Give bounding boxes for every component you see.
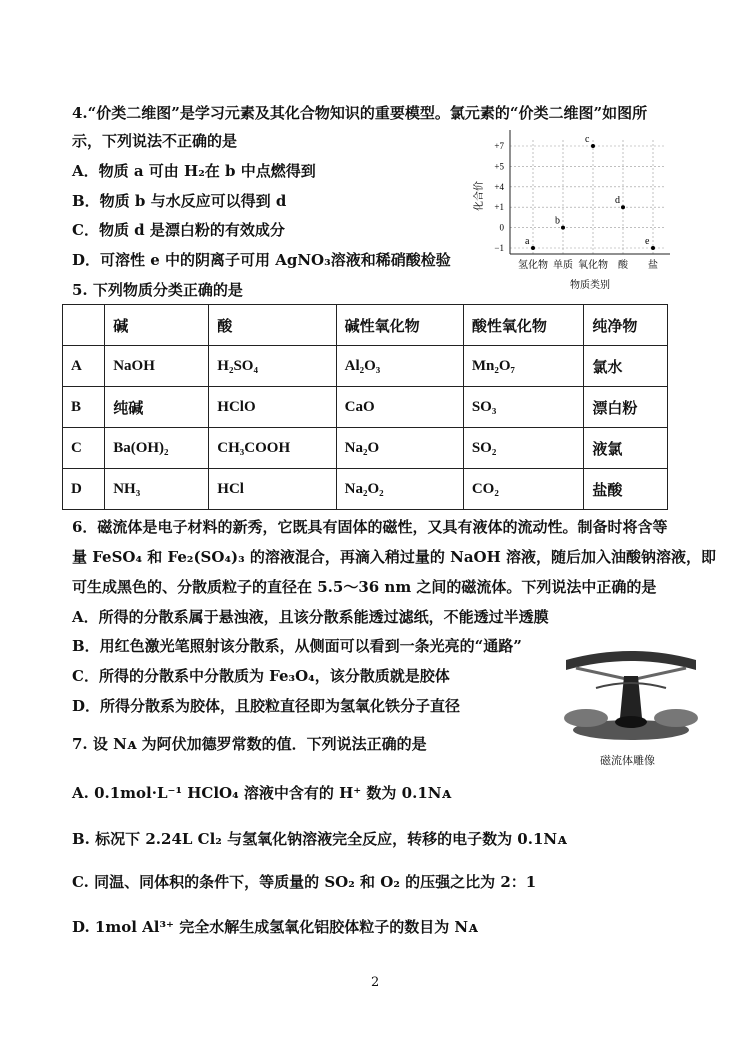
table-cell: SO₃ <box>463 387 584 428</box>
table-cell: 纯碱 <box>105 387 209 428</box>
table-cell: Ba(OH)₂ <box>105 428 209 469</box>
q4-option-a: A．物质 a 可由 H₂在 b 中点燃得到 <box>72 162 316 180</box>
y-tick-label: −1 <box>494 243 504 253</box>
table-header-cell: 酸性氧化物 <box>463 305 584 346</box>
table-cell: HClO <box>209 387 336 428</box>
q6-option-d: D．所得分散系为胶体，且胶粒直径即为氢氧化铁分子直径 <box>72 697 461 715</box>
x-tick-label: 氢化物 <box>518 260 548 271</box>
table-cell: Mn₂O₇ <box>463 346 584 387</box>
table-cell: D <box>63 469 105 510</box>
table-cell: Na₂O₂ <box>336 469 463 510</box>
table-cell: B <box>63 387 105 428</box>
y-tick-label: +7 <box>494 141 504 151</box>
q7-option-d: D. 1mol Al³⁺ 完全水解生成氢氧化铝胶体粒子的数目为 Nᴀ <box>72 918 478 936</box>
chart-y-ticks <box>494 141 504 253</box>
chart-y-label: 化合价 <box>474 181 485 211</box>
valence-class-chart <box>470 126 680 296</box>
table-cell: A <box>63 346 105 387</box>
table-cell: 漂白粉 <box>584 387 668 428</box>
chart-x-label: 物质类别 <box>570 280 610 291</box>
y-tick-label: +1 <box>494 202 504 213</box>
x-tick-label: 酸 <box>618 260 628 271</box>
chart-x-ticks <box>518 258 658 271</box>
table-cell: CaO <box>336 387 463 428</box>
ferrofluid-sculpture-image <box>556 648 706 744</box>
table-header-cell: 酸 <box>209 305 336 346</box>
point-a <box>531 246 535 250</box>
q6-option-b: B．用红色激光笔照射该分散系，从侧面可以看到一条光亮的“通路” <box>72 637 522 655</box>
table-header-cell: 碱 <box>105 305 209 346</box>
table-cell: Na₂O <box>336 428 463 469</box>
table-cell: 盐酸 <box>584 469 668 510</box>
table-header-cell: 碱性氧化物 <box>336 305 463 346</box>
point-label-d: d <box>615 195 620 207</box>
q5-stem: 5. 下列物质分类正确的是 <box>72 281 243 299</box>
table-row <box>63 469 668 510</box>
y-tick-label: +4 <box>494 181 504 192</box>
y-tick-label: +5 <box>494 161 504 172</box>
x-tick-label: 盐 <box>648 260 658 271</box>
classification-table <box>62 304 668 510</box>
point-label-a: a <box>525 236 530 247</box>
point-label-c: c <box>585 134 590 145</box>
table-cell: H₂SO₄ <box>209 346 336 387</box>
q4-option-c: C．物质 d 是漂白粉的有效成分 <box>72 221 285 239</box>
table-cell: SO₂ <box>463 428 584 469</box>
table-header-cell <box>63 305 105 346</box>
q6-option-a: A．所得的分散系属于悬浊液，且该分散系能透过滤纸，不能透过半透膜 <box>72 608 549 626</box>
table-cell: 液氯 <box>584 428 668 469</box>
q4-option-d: D．可溶性 e 中的阴离子可用 AgNO₃溶液和稀硝酸检验 <box>72 251 451 269</box>
point-c <box>591 144 595 148</box>
table-cell: CO₂ <box>463 469 584 510</box>
table-header-row <box>63 305 668 346</box>
table-cell: CH₃COOH <box>209 428 336 469</box>
table-cell: Al₂O₃ <box>336 346 463 387</box>
q4-stem-line2: 示，下列说法不正确的是 <box>72 132 238 150</box>
x-tick-label: 单质 <box>553 260 573 271</box>
point-label-e: e <box>645 236 650 247</box>
table-cell: NaOH <box>105 346 209 387</box>
table-cell: NH₃ <box>105 469 209 510</box>
q4-option-b: B．物质 b 与水反应可以得到 d <box>72 192 287 210</box>
point-e <box>651 246 655 250</box>
q6-option-c: C．所得的分散系中分散质为 Fe₃O₄，该分散质就是胶体 <box>72 667 450 685</box>
sculpture-caption: 磁流体雕像 <box>600 754 655 767</box>
page-number: 2 <box>371 975 380 990</box>
table-row <box>63 346 668 387</box>
chart-points <box>525 134 655 250</box>
table-row <box>63 387 668 428</box>
q7-option-c: C. 同温、同体积的条件下，等质量的 SO₂ 和 O₂ 的压强之比为 2：1 <box>72 873 537 891</box>
table-cell: HCl <box>209 469 336 510</box>
q4-stem-line1: 4.“价类二维图”是学习元素及其化合物知识的重要模型。氯元素的“价类二维图”如图所 <box>72 104 648 122</box>
q6-line2: 量 FeSO₄ 和 Fe₂(SO₄)₃ 的溶液混合，再滴入稍过量的 NaOH 溶液，随后加入油酸钠溶液，即 <box>72 548 717 566</box>
q7-stem: 7. 设 Nᴀ 为阿伏加德罗常数的值．下列说法正确的是 <box>72 735 427 753</box>
q6-line1: 6．磁流体是电子材料的新秀，它既具有固体的磁性，又具有液体的流动性。制备时将含等 <box>72 518 668 536</box>
q7-option-b: B. 标况下 2.24L Cl₂ 与氢氧化钠溶液完全反应，转移的电子数为 0.1Nᴀ <box>72 830 567 848</box>
point-d <box>621 205 625 209</box>
q7-option-a: A. 0.1mol·L⁻¹ HClO₄ 溶液中含有的 H⁺ 数为 0.1Nᴀ <box>72 784 452 802</box>
table-cell: 氯水 <box>584 346 668 387</box>
table-row <box>63 428 668 469</box>
q6-line3: 可生成黑色的、分散质粒子的直径在 5.5～36 nm 之间的磁流体。下列说法中正确的是 <box>72 578 657 596</box>
chart-grid <box>510 140 664 254</box>
point-label-b: b <box>555 215 560 227</box>
table-header-cell: 纯净物 <box>584 305 668 346</box>
table-cell: C <box>63 428 105 469</box>
point-b <box>561 226 565 230</box>
x-tick-label: 氧化物 <box>578 260 608 271</box>
y-tick-label: 0 <box>499 222 504 233</box>
